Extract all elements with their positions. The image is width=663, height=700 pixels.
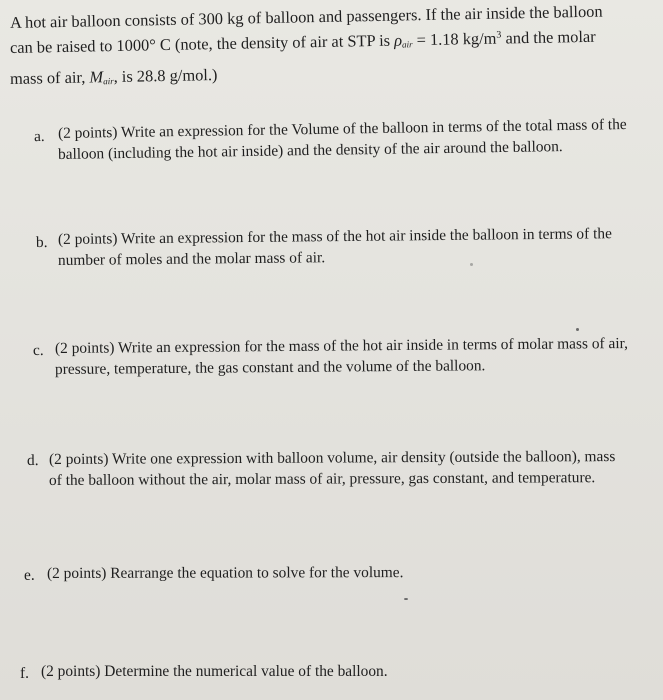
question-e-line-1: (2 points) Rearrange the equation to solve for the volume. xyxy=(46,564,404,582)
question-a-line-1: (2 points) Write an expression for the Volume of the balloon in terms of the total mass of the xyxy=(57,116,627,142)
paper-speck xyxy=(576,328,579,331)
paper-speck xyxy=(470,263,473,266)
intro-line-3-part-a: mass of air, xyxy=(9,67,90,88)
question-b-line-1: (2 points) Write an expression for the mass of the hot air inside the balloon in terms of the xyxy=(57,225,612,248)
intro-line-2 xyxy=(9,26,596,57)
question-b-line-2: number of moles and the molar mass of air. xyxy=(57,249,326,269)
rho-symbol: ρ xyxy=(393,30,403,50)
question-e-label: e. xyxy=(24,567,35,584)
intro-line-2-part-b: = 1.18 kg/m xyxy=(412,28,497,50)
question-a-label: a. xyxy=(33,127,45,146)
question-d-line-1: (2 points) Write one expression with balloon volume, air density (outside the balloon), mass xyxy=(48,448,616,468)
intro-line-1-text: A hot air balloon consists of 300 kg of balloon and passengers. If the air inside the balloon xyxy=(9,1,603,32)
molar-mass-subscript: air xyxy=(103,76,114,87)
paper-speck xyxy=(404,598,408,600)
question-d-line-2: of the balloon without the air, molar mass of air, pressure, gas constant, and temperature. xyxy=(48,469,596,489)
question-d-label: d. xyxy=(26,451,39,470)
question-b-label: b. xyxy=(35,233,48,252)
question-f-label: f. xyxy=(20,665,29,682)
rho-subscript: air xyxy=(402,39,413,50)
cubed-superscript: 3 xyxy=(496,29,502,41)
question-c-line-1: (2 points) Write an expression for the mass of the hot air inside in terms of molar mass of air, xyxy=(54,335,628,357)
question-c-label: c. xyxy=(32,341,44,360)
question-a-line-2: balloon (including the hot air inside) and the density of the air around the balloon. xyxy=(57,138,563,163)
question-f-line-1: (2 points) Determine the numerical value of the balloon. xyxy=(41,663,388,680)
intro-line-2-part-c: and the molar xyxy=(501,26,596,48)
molar-mass-symbol: M xyxy=(89,67,104,87)
intro-line-1 xyxy=(9,1,603,32)
intro-line-3 xyxy=(10,67,218,88)
intro-line-3-part-b: , is 28.8 g/mol.) xyxy=(113,65,218,87)
intro-line-2-part-a: can be raised to 1000° C (note, the density of air at STP is xyxy=(9,30,395,57)
question-c-line-2: pressure, temperature, the gas constant and the volume of the balloon. xyxy=(54,357,486,378)
